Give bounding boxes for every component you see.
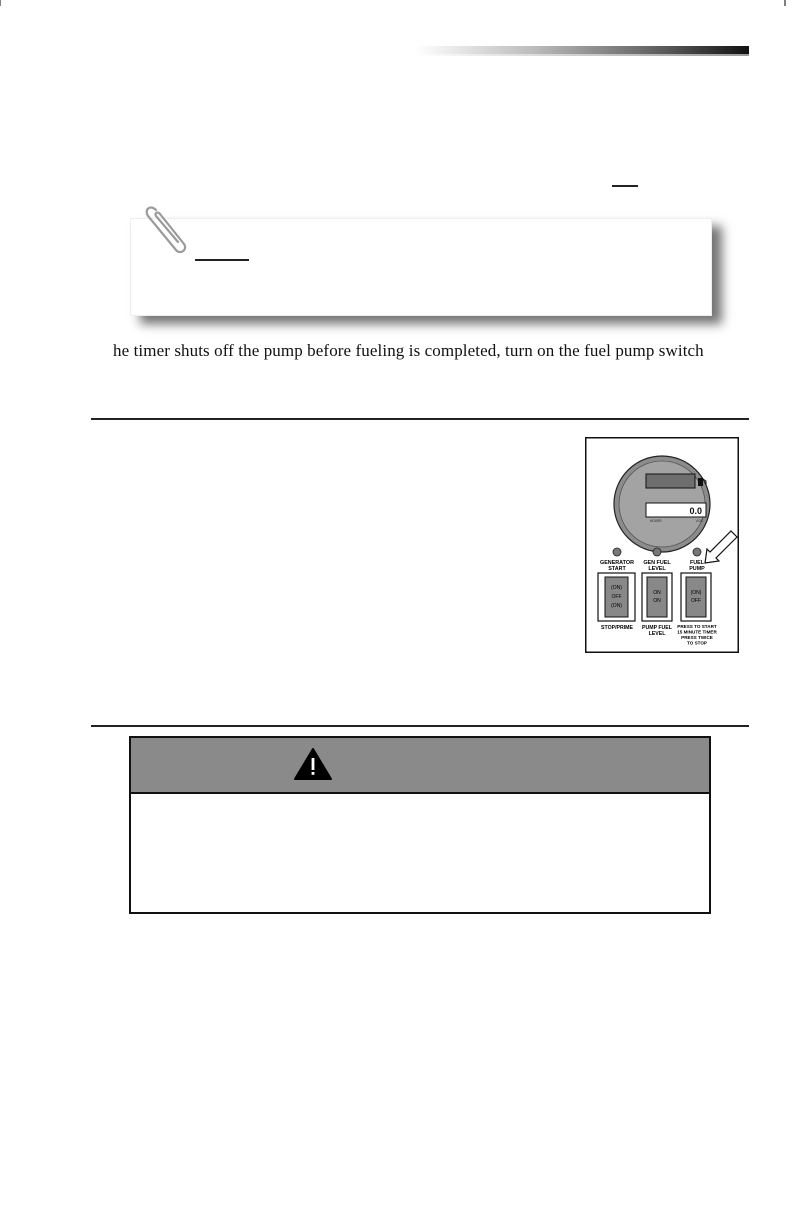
indicator-light-1: [613, 548, 621, 556]
header-gradient-bar: [415, 46, 749, 54]
col3-bottom-line2: 15 MINUTE TIMER: [677, 629, 717, 635]
col3-switch-bot: OFF: [691, 598, 701, 604]
control-panel-figure: [585, 437, 739, 653]
meter-right-label: V.DC: [695, 519, 703, 523]
col2-bottom-line2: LEVEL: [648, 631, 666, 637]
col2-switch-bot: ON: [653, 598, 661, 604]
note-box: [130, 218, 712, 316]
col3-label-line1: FUEL: [689, 560, 705, 566]
section-divider-2: [91, 725, 749, 727]
indicator-light-3: [693, 548, 701, 556]
body-paragraph-fragment: he timer shuts off the pump before fueling is completed, turn on the fuel pump switch: [113, 341, 704, 360]
crop-marks: [0, 0, 792, 12]
col3-bottom-line3: PRESS TWICE: [681, 635, 713, 640]
col2-switch-top: ON: [653, 590, 661, 596]
note-heading-underline: [195, 259, 249, 261]
col1-switch-bot: (ON): [611, 603, 622, 609]
col1-switch-mid: OFF: [611, 594, 622, 600]
col2-label-line2: LEVEL: [648, 566, 666, 572]
fuel-gauge: [614, 456, 710, 552]
col1-bottom-label: STOP/PRIME: [601, 625, 633, 631]
gen-fuel-level-switch[interactable]: [647, 577, 667, 617]
meter-left-label: HOURS: [650, 519, 662, 523]
col1-label-line1: GENERATOR: [600, 560, 634, 566]
col3-switch-top: (ON): [690, 590, 702, 596]
col3-label-line2: PUMP: [689, 566, 705, 572]
warning-triangle-icon: [293, 747, 333, 781]
col3-bottom-line1: PRESS TO START: [677, 624, 717, 629]
col3-bottom-line4: TO STOP: [687, 640, 707, 646]
fuel-pump-switch[interactable]: [686, 577, 706, 617]
indicator-light-2: [653, 548, 661, 556]
col2-bottom-line1: PUMP FUEL: [642, 625, 672, 631]
col1-switch-top: (ON): [611, 585, 622, 591]
col1-label-line2: START: [608, 566, 626, 572]
underline-mark: [612, 185, 638, 187]
warning-header: [131, 738, 709, 794]
col2-label-line1: GEN FUEL: [643, 560, 671, 566]
section-divider-1: [91, 418, 749, 420]
meter-reading: 0.0: [689, 506, 702, 516]
paperclip-icon: [142, 200, 194, 258]
warning-box: [129, 736, 711, 914]
